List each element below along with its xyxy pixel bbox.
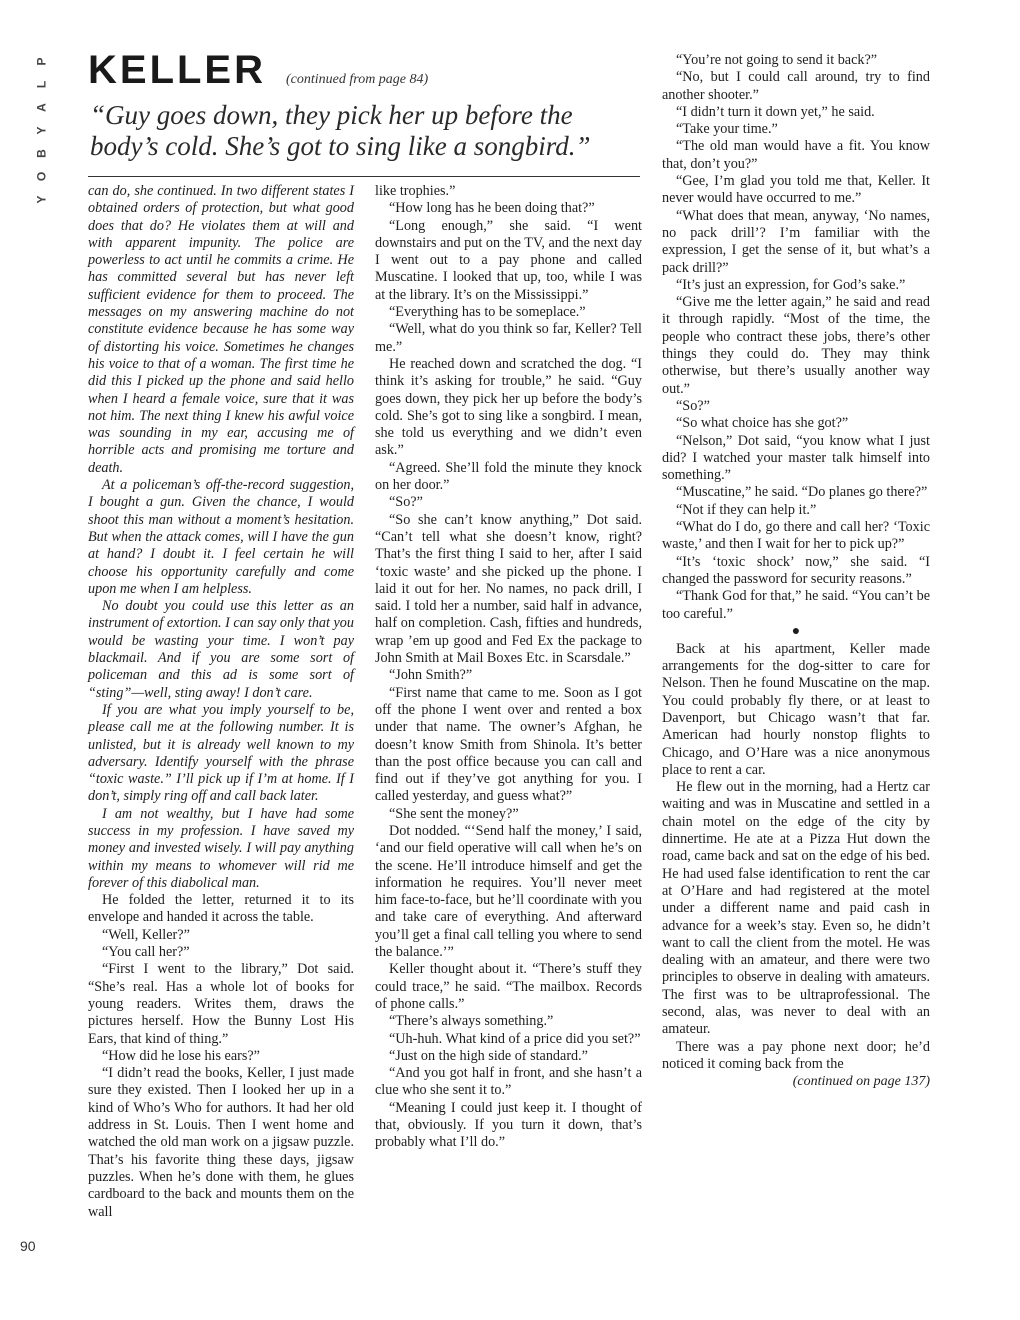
- pull-quote: “Guy goes down, they pick her up before the body’s cold. She’s got to sing like a songbird.”: [90, 100, 591, 161]
- paragraph: “John Smith?”: [389, 667, 473, 684]
- paragraph: Keller thought about it. “There’s stuff they could trace,” he said. “The mailbox. Records of phone calls.”: [375, 961, 642, 1012]
- paragraph: He reached down and scratched the dog. “I think it’s asking for trouble,” he said. “Guy goes down, they pick her up before the body’s cold. She’s got to sing like a songbird. I mean, she told us everything and we didn’t even ask.”: [375, 355, 642, 459]
- paragraph: He folded the letter, returned it to its envelope and handed it across the table.: [88, 892, 354, 926]
- paragraph: “You call her?”: [102, 944, 190, 961]
- paragraph: “It’s just an expression, for God’s sake.”: [676, 276, 906, 293]
- paragraph: I am not wealthy, but I have had some success in my profession. I have saved my money and invested wisely. I will pay anything within my means to whomever will rid me forever of this diabolical man.: [88, 805, 354, 891]
- paragraph: “Meaning I could just keep it. I thought of that, obviously. If you turn it down, that’s probably what I’ll do.”: [375, 1099, 642, 1151]
- paragraph: There was a pay phone next door; he’d noticed it coming back from the: [662, 1038, 930, 1072]
- paragraph: “So?”: [389, 494, 423, 511]
- paragraph: “So what choice has she got?”: [676, 415, 849, 432]
- playboy-side-masthead: [34, 50, 50, 211]
- paragraph: “How long has he been doing that?”: [389, 200, 595, 217]
- header-rule: [88, 176, 640, 177]
- paragraph: “Thank God for that,” he said. “You can’t be too careful.”: [662, 588, 930, 622]
- paragraph: “I didn’t turn it down yet,” he said.: [676, 103, 875, 120]
- continued-to-note: (continued on page 137): [792, 1074, 930, 1090]
- paragraph: “What does that mean, anyway, ‘No names, no pack drill’? I’m familiar with the expression, I get the sense of it, but what’s a pack drill?”: [662, 207, 930, 276]
- paragraph: “Give me the letter again,” he said and read it through rapidly. “Most of the time, the people who contract these jobs, there’s other things they could do. They may think otherwise, but there’s usually another way out.”: [662, 294, 930, 397]
- masthead-letter: Y: [34, 126, 49, 135]
- masthead-letter: P: [34, 57, 49, 66]
- section-break-bullet: ●: [791, 623, 801, 639]
- paragraph: “And you got half in front, and she hasn’t a clue who she sent it to.”: [375, 1065, 642, 1099]
- paragraph: “Everything has to be someplace.”: [389, 304, 586, 321]
- paragraph: No doubt you could use this letter as an instrument of extortion. I can say only that you would be wasting your time. I won’t pay blackmail. And if you are some sort of policeman and this ad is some sort of “sting”—well, sting away! I don’t care.: [88, 598, 354, 701]
- article-header: [88, 50, 640, 162]
- paragraph: “The old man would have a fit. You know that, don’t you?”: [662, 138, 930, 172]
- paragraph: “Well, Keller?”: [102, 926, 190, 943]
- paragraph: “Nelson,” Dot said, “you know what I just did? I watched your master talk himself into something.”: [662, 432, 930, 484]
- masthead-letter: B: [34, 149, 49, 158]
- paragraph: “Muscatine,” he said. “Do planes go there?”: [676, 484, 928, 501]
- paragraph: “So she can’t know anything,” Dot said. “Can’t tell what she doesn’t know, right? That’s the first thing I said to her, after I said ‘toxic waste’ and she picked up the phone. I laid it out for her. No names, no pack drill, I said. I told her a number, said half in advance, half on completion. Cash, fifties and hundreds, wrap ’em up good and Fed Ex the package to John Smith at Mail Boxes Etc. in Scarsdale.”: [375, 511, 642, 667]
- masthead-letter: L: [34, 80, 49, 89]
- text-column-2: [375, 183, 642, 1152]
- paragraph: “What do I do, go there and call her? ‘Toxic waste,’ and then I wait for her to pick up?”: [662, 519, 930, 553]
- paragraph: “Not if they can help it.”: [676, 501, 817, 518]
- paragraph: “How did he lose his ears?”: [102, 1047, 260, 1064]
- paragraph: like trophies.”: [375, 183, 456, 199]
- paragraph: “I didn’t read the books, Keller, I just made sure they existed. Then I looked her up in a kind of Who’s Who for authors. It had her old address in St. Louis. Then I went home and watched the old man work on a jigsaw puzzle. That’s his favorite thing these days, jigsaw puzzles. When he’s done with them, he glues cardboard to the back and mounts them on the wall: [88, 1065, 354, 1220]
- title-row: [88, 50, 640, 90]
- paragraph: Back at his apartment, Keller made arrangements for the dog-sitter to care for Nelson. Then he found Muscatine on the map. You could probably fly there, or at least to Davenport, but Chicago wasn’t that far. American had hourly nonstop flights to Chicago, and O’Hare was a nice anonymous place to rent a car.: [662, 640, 930, 778]
- paragraph: “Well, what do you think so far, Keller? Tell me.”: [375, 321, 642, 355]
- article-title: KELLER: [88, 48, 266, 92]
- text-column-1: [88, 183, 354, 1221]
- paragraph: “Gee, I’m glad you told me that, Keller. It never would have occurred to me.”: [662, 173, 930, 207]
- masthead-letter: Y: [34, 195, 49, 204]
- paragraph: “Take your time.”: [676, 121, 778, 138]
- paragraph: “So?”: [676, 397, 710, 414]
- paragraph: “Just on the high side of standard.”: [389, 1047, 588, 1064]
- paragraph: “First name that came to me. Soon as I got off the phone I went over and rented a box under that name. The owner’s Afghan, he doesn’t know Smith from Shinola. It’s better than the post office because you can call and find out if they’ve got anything for you. I called yesterday, and guess what?”: [375, 684, 642, 805]
- paragraph: “You’re not going to send it back?”: [676, 52, 878, 68]
- paragraph: can do, she continued. In two different states I obtained orders of protection, but what good does that do? He violates them at will and with apparent impunity. The police are powerless to act until he commits a crime. He has committed several but has never left sufficient evidence for them to proceed. The messages on my answering machine do not constitute evidence because he has some way of distorting his voice. Sometimes he changes his voice to that of a woman. The first time he did this I picked up the phone and said hello when I heard a female voice, sure that it was not him. The next thing I knew his awful voice was sounding in my ear, accusing me of horrible acts and promising me torture and death.: [88, 183, 354, 476]
- paragraph: “Uh-huh. What kind of a price did you set?”: [389, 1030, 641, 1047]
- paragraph: He flew out in the morning, had a Hertz car waiting and was in Muscatine and settled in a chain motel on the edge of the city by dinnertime. He ate at a Pizza Hut down the road, came back and sat on the edge of his bed. He had used false identification to rent the car at O’Hare and had registered at the motel under a different name and paid cash in advance for a week’s stay. Even so, he didn’t want to call the client from the motel. He was dealing with an amateur, and there were two principles to observe in dealing with amateurs. The first was to be ultraprofessional. The second, alas, was never to deal with an amateur.: [662, 779, 930, 1038]
- paragraph: At a policeman’s off-the-record suggestion, I bought a gun. Given the chance, I would shoot this man without a moment’s hesitation. But when the attack comes, will I have the gun at hand? I doubt it. I feel certain he will choose his opportunity carefully and come upon me when I am helpless.: [88, 477, 354, 597]
- paragraph: “First I went to the library,” Dot said. “She’s real. Has a whole lot of books for young readers. Writes them, draws the pictures herself. How the Bunny Lost His Ears, that kind of thing.”: [88, 961, 354, 1047]
- paragraph: “No, but I could call around, try to find another shooter.”: [662, 69, 930, 103]
- masthead-letter: O: [34, 171, 49, 182]
- page-number: 90: [20, 1238, 36, 1254]
- paragraph: “There’s always something.”: [389, 1013, 554, 1030]
- paragraph: “Long enough,” she said. “I went downstairs and put on the TV, and the next day I went out to a pay phone and called Muscatine. I looked that up, too, while I was at the library. It’s on the Mississippi.”: [375, 217, 642, 303]
- paragraph: “It’s ‘toxic shock’ now,” she said. “I changed the password for security reasons.”: [662, 553, 930, 587]
- paragraph: “She sent the money?”: [389, 805, 519, 822]
- paragraph: If you are what you imply yourself to be, please call me at the following number. It is unlisted, but it is already well known to my adversary. Identify yourself with the phrase “toxic waste.” I’ll pick up if I’m at home. If I don’t, simply ring off and call back later.: [88, 701, 354, 805]
- paragraph: Dot nodded. “‘Send half the money,’ I said, ‘and our field operative will call when he’s on the scene. He’ll introduce himself and get the information he requires. You’ll never meet him face-to-face, but he’ll coordinate with you and take care of everything. And afterward you’ll get a final call telling you where to send the balance.’”: [375, 822, 642, 961]
- continued-from-note: (continued from page 84): [286, 72, 429, 87]
- paragraph: “Agreed. She’ll fold the minute they knock on her door.”: [375, 459, 642, 494]
- masthead-letter: A: [34, 103, 49, 112]
- text-column-3: [662, 52, 930, 1091]
